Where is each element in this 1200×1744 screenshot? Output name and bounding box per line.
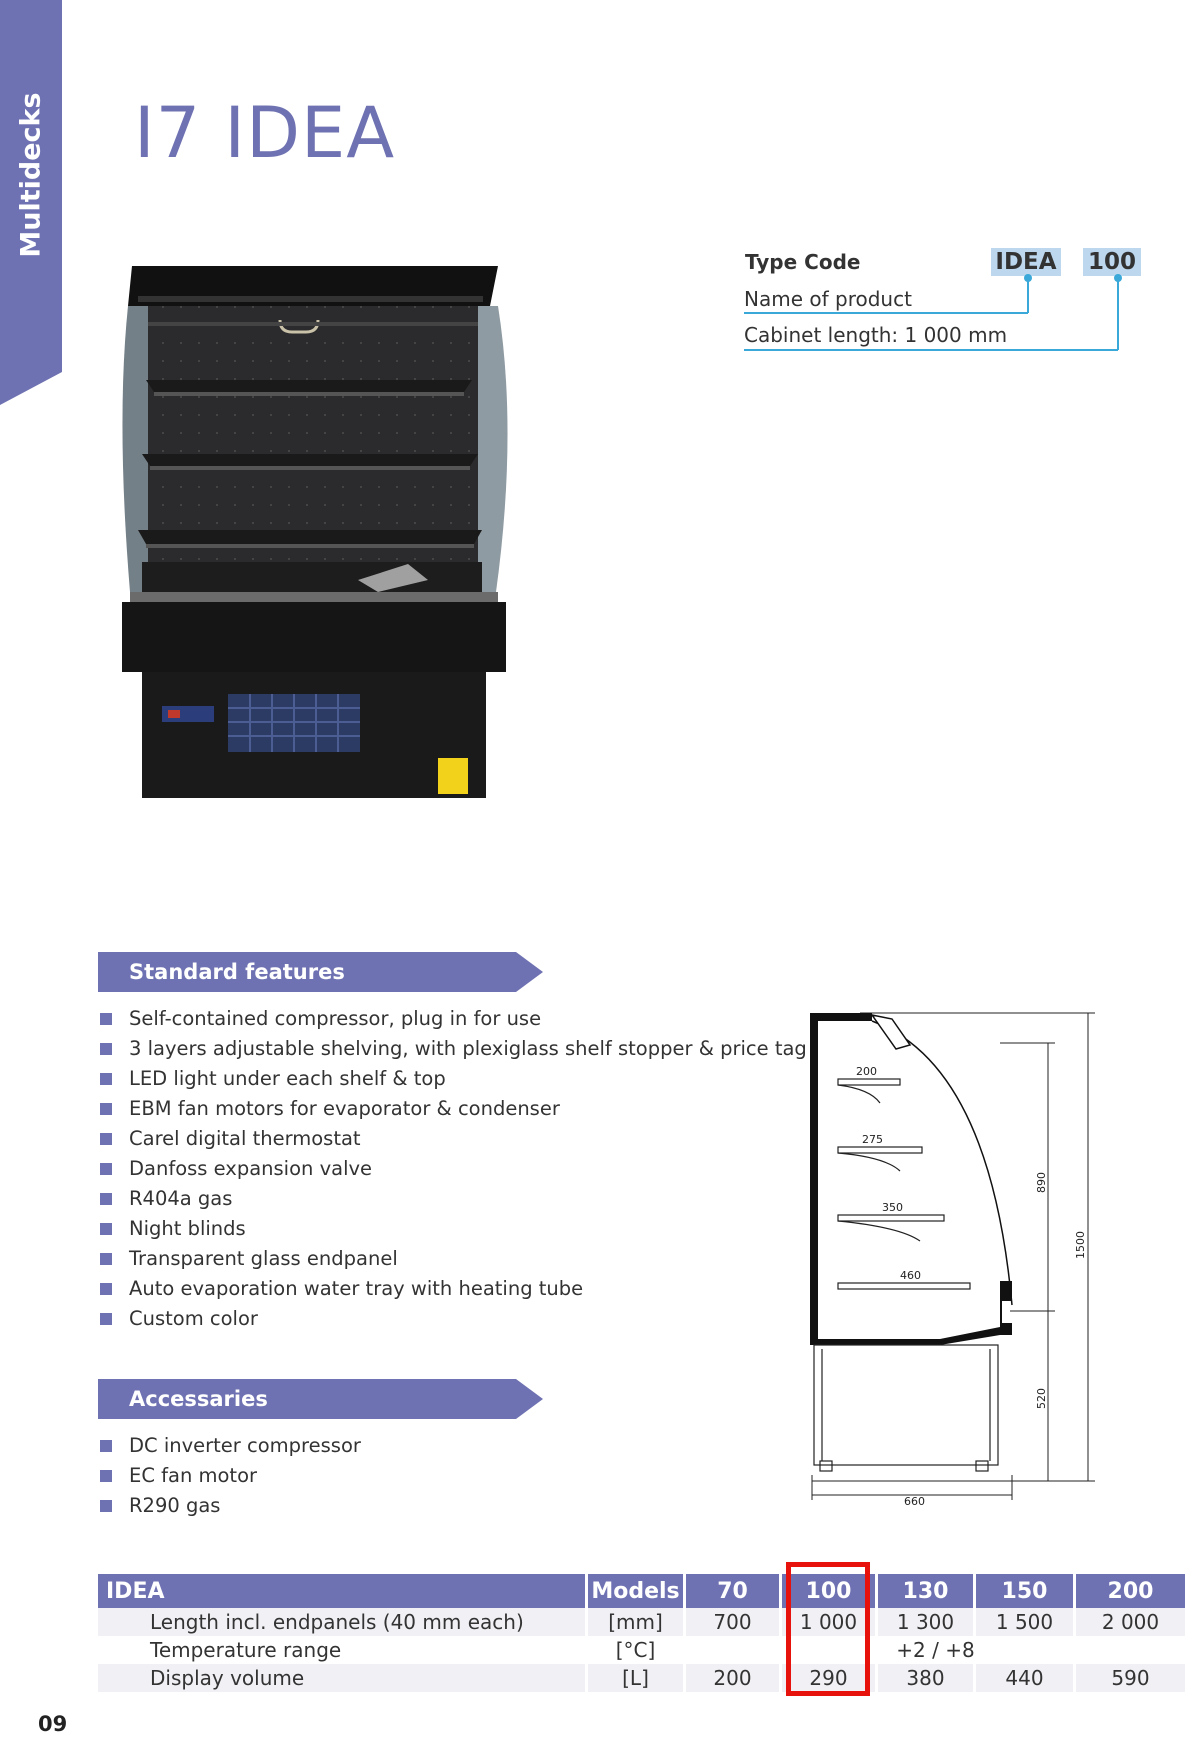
type-code-row-length: Cabinet length: 1 000 mm — [744, 323, 1008, 347]
dim-upper-height: 890 — [1035, 1172, 1048, 1193]
list-item — [98, 1094, 807, 1124]
spec-header-product: IDEA — [98, 1574, 588, 1608]
bullet-icon — [100, 1223, 112, 1235]
list-item — [98, 1124, 807, 1154]
spec-header-models: Models — [588, 1574, 686, 1608]
table-row — [98, 1608, 1188, 1636]
spec-cell: 380 — [878, 1664, 976, 1692]
list-item — [98, 1274, 807, 1304]
bullet-icon — [100, 1013, 112, 1025]
cross-section-drawing — [800, 1005, 1100, 1505]
spec-cell: 440 — [976, 1664, 1076, 1692]
list-item-text: 3 layers adjustable shelving, with plexiglass shelf stopper & price tag — [129, 1037, 807, 1060]
dim-depth: 660 — [904, 1495, 925, 1505]
list-item — [98, 1244, 807, 1274]
spec-header-model: 150 — [976, 1574, 1076, 1608]
accessories-banner — [98, 1379, 543, 1419]
spec-cell: 1 000 — [782, 1608, 878, 1636]
type-code-product: IDEA — [991, 248, 1061, 276]
list-item-text: Custom color — [129, 1307, 258, 1330]
accessories-list — [98, 1431, 361, 1521]
spec-cell: 1 500 — [976, 1608, 1076, 1636]
bullet-icon — [100, 1193, 112, 1205]
spec-cell: 2 000 — [1076, 1608, 1188, 1636]
bullet-icon — [100, 1043, 112, 1055]
list-item — [98, 1184, 807, 1214]
type-code-lines — [740, 240, 1160, 360]
spec-cell: 1 300 — [878, 1608, 976, 1636]
product-photo — [118, 262, 510, 800]
spec-row-unit: [L] — [588, 1664, 686, 1692]
list-item — [98, 1304, 807, 1334]
spec-cell: 700 — [686, 1608, 782, 1636]
bullet-icon — [100, 1103, 112, 1115]
side-tab-label: Multidecks — [15, 92, 47, 258]
list-item-text: Night blinds — [129, 1217, 246, 1240]
spec-row-label: Display volume — [98, 1664, 588, 1692]
spec-header-model: 200 — [1076, 1574, 1188, 1608]
table-row — [98, 1664, 1188, 1692]
bullet-icon — [100, 1470, 112, 1482]
list-item — [98, 1461, 361, 1491]
list-item — [98, 1004, 807, 1034]
spec-row-unit: [mm] — [588, 1608, 686, 1636]
spec-cell: 290 — [782, 1664, 878, 1692]
page-title: I7 IDEA — [134, 92, 396, 174]
list-item-text: Auto evaporation water tray with heating tube — [129, 1277, 584, 1300]
bullet-icon — [100, 1073, 112, 1085]
standard-features-banner — [98, 952, 543, 992]
accessories-heading: Accessaries — [129, 1387, 268, 1411]
shelf-depth-2: 275 — [862, 1133, 883, 1146]
list-item-text: Transparent glass endpanel — [129, 1247, 398, 1270]
spec-cell-span: +2 / +8 — [686, 1636, 1188, 1664]
bullet-icon — [100, 1133, 112, 1145]
dim-total-height: 1500 — [1074, 1231, 1087, 1259]
list-item-text: DC inverter compressor — [129, 1434, 361, 1457]
list-item — [98, 1034, 807, 1064]
spec-table — [98, 1574, 1188, 1692]
list-item-text: R290 gas — [129, 1494, 221, 1517]
bullet-icon — [100, 1253, 112, 1265]
spec-row-label: Length incl. endpanels (40 mm each) — [98, 1608, 588, 1636]
dim-base-height: 520 — [1035, 1388, 1048, 1409]
list-item-text: R404a gas — [129, 1187, 233, 1210]
spec-header-model: 70 — [686, 1574, 782, 1608]
list-item-text: EBM fan motors for evaporator & condenser — [129, 1097, 560, 1120]
type-code-length: 100 — [1083, 248, 1141, 276]
list-item-text: Danfoss expansion valve — [129, 1157, 373, 1180]
list-item — [98, 1154, 807, 1184]
standard-features-heading: Standard features — [129, 960, 345, 984]
list-item — [98, 1214, 807, 1244]
list-item — [98, 1431, 361, 1461]
bullet-icon — [100, 1440, 112, 1452]
spec-cell: 200 — [686, 1664, 782, 1692]
spec-row-label: Temperature range — [98, 1636, 588, 1664]
spec-header-model: 130 — [878, 1574, 976, 1608]
spec-header-row — [98, 1574, 1188, 1608]
shelf-depth-1: 200 — [856, 1065, 877, 1078]
list-item — [98, 1491, 361, 1521]
type-code-heading: Type Code — [745, 250, 861, 274]
type-code-panel — [740, 240, 1160, 360]
type-code-row-name: Name of product — [744, 287, 912, 311]
spec-header-model: 100 — [782, 1574, 878, 1608]
bullet-icon — [100, 1500, 112, 1512]
side-tab — [0, 0, 62, 405]
spec-row-unit: [°C] — [588, 1636, 686, 1664]
bullet-icon — [100, 1313, 112, 1325]
shelf-depth-3: 350 — [882, 1201, 903, 1214]
page-number: 09 — [38, 1712, 68, 1736]
list-item — [98, 1064, 807, 1094]
spec-cell: 590 — [1076, 1664, 1188, 1692]
shelf-depth-4: 460 — [900, 1269, 921, 1282]
model-100-highlight — [786, 1562, 870, 1696]
bullet-icon — [100, 1163, 112, 1175]
list-item-text: LED light under each shelf & top — [129, 1067, 446, 1090]
standard-features-list — [98, 1004, 807, 1334]
list-item-text: EC fan motor — [129, 1464, 258, 1487]
table-row — [98, 1636, 1188, 1664]
list-item-text: Carel digital thermostat — [129, 1127, 361, 1150]
list-item-text: Self-contained compressor, plug in for use — [129, 1007, 542, 1030]
bullet-icon — [100, 1283, 112, 1295]
